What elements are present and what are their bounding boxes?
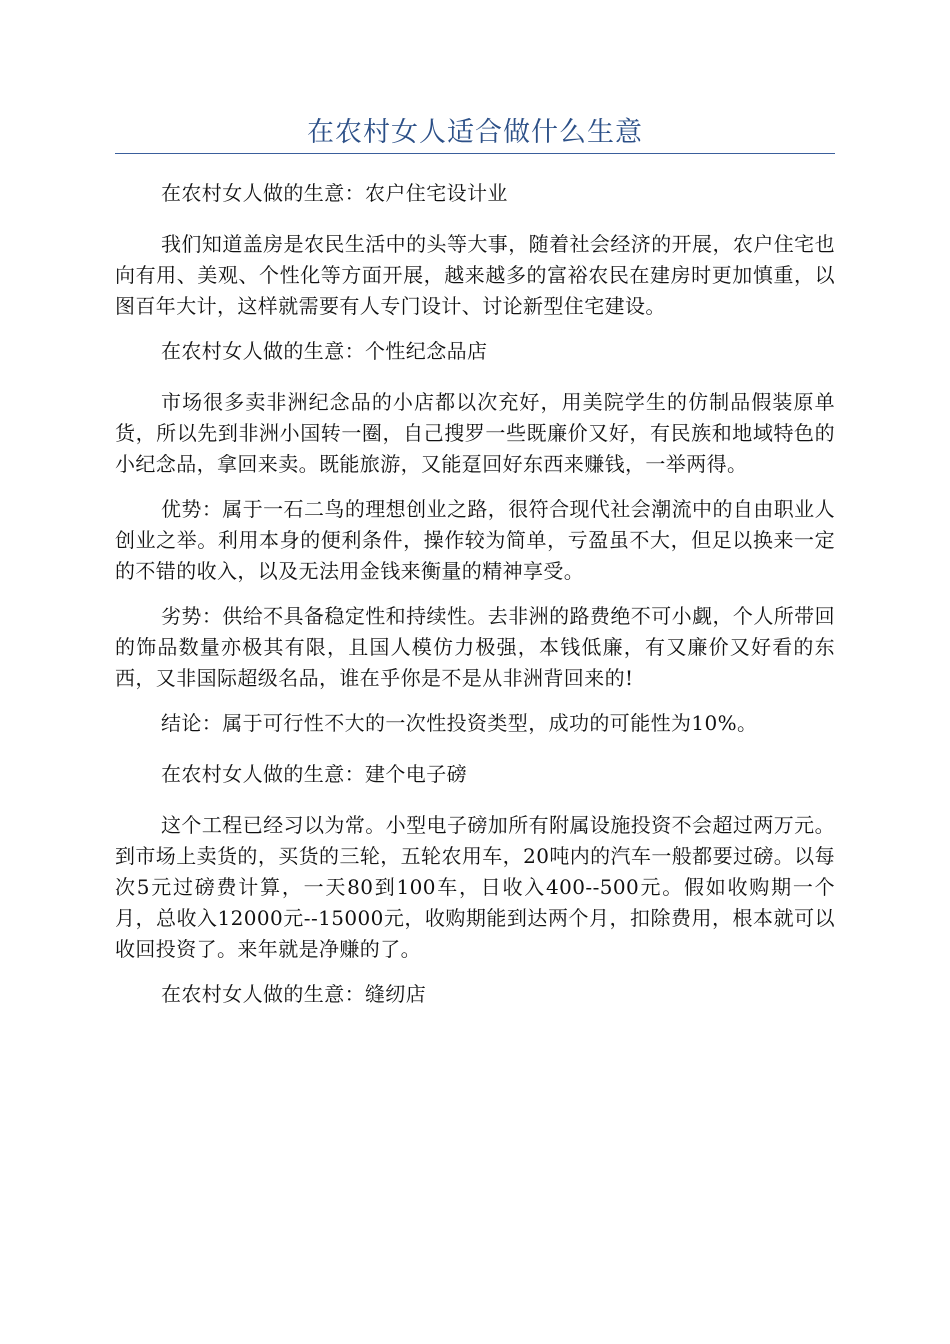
section-heading-tailor-shop: 在农村女人做的生意：缝纫店 [161, 982, 427, 1006]
document-title: 在农村女人适合做什么生意 [307, 117, 643, 148]
paragraph-souvenir-shop: 市场很多卖非洲纪念品的小店都以次充好，用美院学生的仿制品假装原单货，所以先到非洲小国转一圈，自己搜罗一些既廉价又好，有民族和地域特色的小纪念品，拿回来卖。既能旅游，又能趸回好东西来赚钱，一举两得。 [115, 390, 835, 476]
paragraph-disadvantages: 劣势：供给不具备稳定性和持续性。去非洲的路费绝不可小觑，个人所带回的饰品数量亦极其有限，且国人模仿力极强，本钱低廉，有又廉价又好看的东西，又非国际超级名品，谁在乎你是不是从非洲背回来的! [115, 604, 835, 690]
section-heading-souvenir-shop: 在农村女人做的生意：个性纪念品店 [161, 339, 488, 363]
paragraph-housing-design: 我们知道盖房是农民生活中的头等大事，随着社会经济的开展，农户住宅也向有用、美观、个性化等方面开展，越来越多的富裕农民在建房时更加慎重，以图百年大计，这样就需要有人专门设计、讨论新型住宅建设。 [115, 232, 835, 318]
document-page [115, 0, 835, 1030]
paragraph-advantages: 优势：属于一石二鸟的理想创业之路，很符合现代社会潮流中的自由职业人创业之举。利用本身的便利条件，操作较为简单，亏盈虽不大，但足以换来一定的不错的收入，以及无法用金钱来衡量的精神享受。 [115, 497, 835, 583]
title-underline [115, 153, 835, 154]
paragraph-electronic-scale: 这个工程已经习以为常。小型电子磅加所有附属设施投资不会超过两万元。到市场上卖货的，买货的三轮，五轮农用车，20吨内的汽车一般都要过磅。以每次5元过磅费计算，一天80到100车，日收入400--500元。假如收购期一个月，总收入12000元--15000元，收购期能到达两个月，扣除费用，根本就可以收回投资了。来年就是净赚的了。 [115, 813, 835, 961]
paragraph-conclusion: 结论：属于可行性不大的一次性投资类型，成功的可能性为10%。 [161, 711, 758, 735]
document-body [115, 178, 835, 1010]
section-heading-electronic-scale: 在农村女人做的生意：建个电子磅 [161, 762, 467, 786]
section-heading-housing-design: 在农村女人做的生意：农户住宅设计业 [161, 181, 508, 205]
